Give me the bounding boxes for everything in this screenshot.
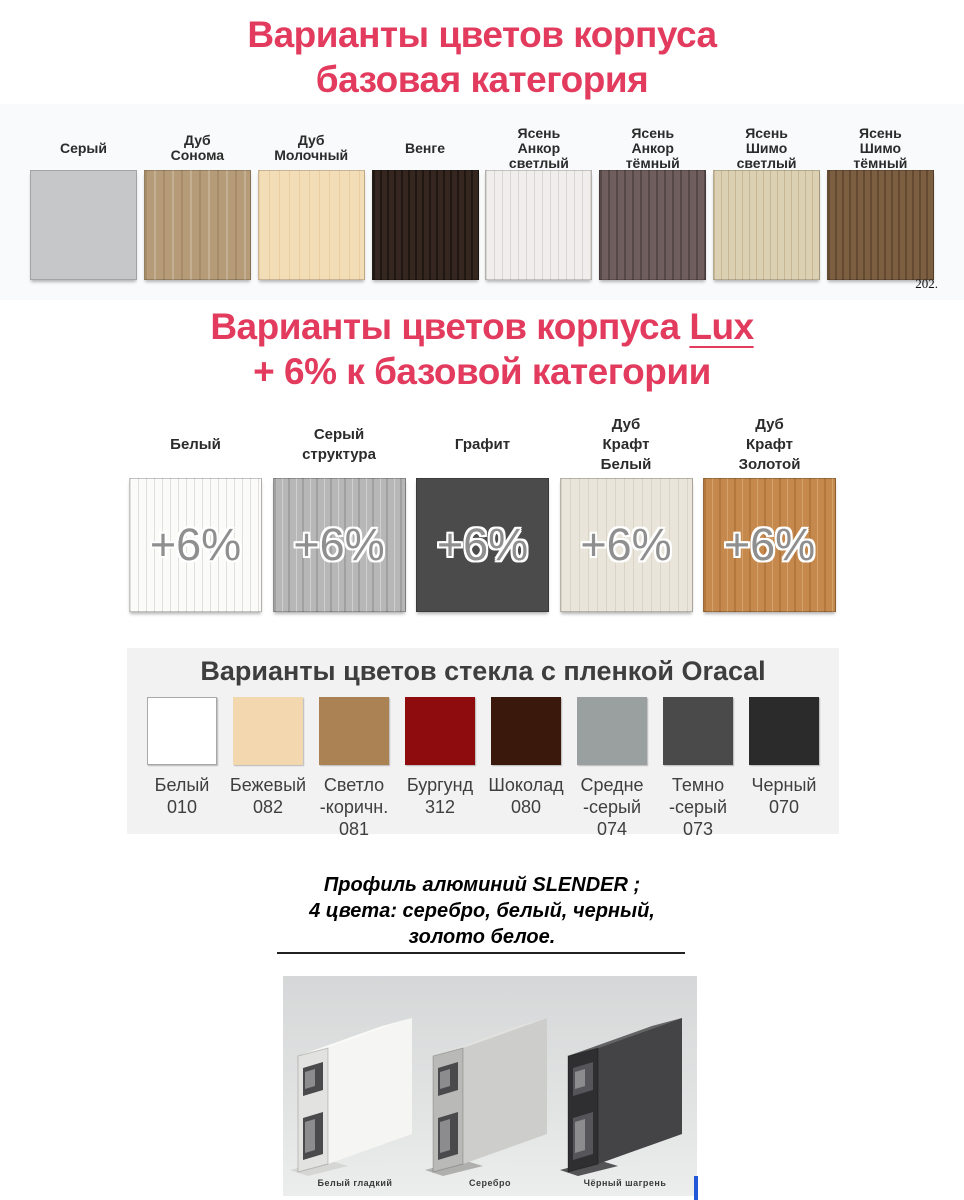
- base-swatch-oak-milk: [258, 126, 365, 280]
- color-swatch: [30, 170, 137, 280]
- swatch-label: Дуб Крафт Белый: [600, 416, 652, 473]
- color-swatch: [319, 697, 389, 765]
- swatch-label: Дуб Крафт Золотой: [738, 416, 801, 473]
- profile-label: Чёрный шагрень: [583, 1178, 667, 1188]
- lux-swatch-white: [129, 412, 262, 612]
- surcharge-badge: +6%: [293, 519, 385, 570]
- color-swatch: [560, 478, 693, 612]
- swatch-label: Темно -серый 073: [668, 775, 727, 839]
- oracal-title: Варианты цветов стекла с пленкой Oracal: [200, 656, 766, 686]
- profile-description: [0, 872, 964, 950]
- swatch-label: Ясень Анкор светлый: [508, 124, 569, 171]
- surcharge-badge: +6%: [149, 519, 242, 570]
- base-swatch-ash-shimo-light: [713, 126, 820, 280]
- color-swatch: [273, 478, 406, 612]
- base-swatch-oak-sonoma: [144, 126, 251, 280]
- surcharge-badge: +6%: [723, 519, 816, 570]
- profile-label: Белый гладкий: [317, 1178, 393, 1188]
- swatch-label: Ясень Шимо светлый: [736, 124, 797, 171]
- profile-black: [559, 976, 691, 1196]
- profile-white: [289, 976, 421, 1196]
- color-swatch: [129, 478, 262, 612]
- swatch-label: Белый 010: [154, 775, 210, 817]
- lux-swatch-kraft-white: [560, 412, 693, 612]
- swatch-label: Шоколад 080: [488, 775, 564, 817]
- divider-line: [277, 952, 685, 954]
- oracal-swatch-chocolate: [483, 697, 569, 840]
- color-swatch: [258, 170, 365, 280]
- lux-swatch-graphite: [416, 412, 549, 612]
- base-title-line1: Варианты цветов корпуса: [247, 14, 717, 55]
- profile-photo: [283, 976, 697, 1196]
- oracal-swatch-row: [127, 697, 839, 840]
- color-swatch: [144, 170, 251, 280]
- swatch-label: Серый структура: [302, 426, 376, 463]
- base-swatch-ash-shimo-dark: [827, 126, 934, 280]
- lux-swatch-gray-structure: [273, 412, 406, 612]
- base-title-line2: базовая категория: [315, 59, 649, 100]
- swatch-label: Бургунд 312: [406, 775, 474, 817]
- color-swatch: [749, 697, 819, 765]
- base-swatch-wenge: [372, 126, 479, 280]
- swatch-label: Серый: [59, 139, 107, 156]
- color-swatch: [416, 478, 549, 612]
- swatch-label: Белый: [170, 436, 221, 453]
- color-swatch: [147, 697, 217, 765]
- swatch-label: Графит: [454, 436, 511, 453]
- base-section-title: [0, 12, 964, 102]
- lux-title-line1: Варианты цветов корпуса Lux: [210, 306, 754, 347]
- swatch-label: Светло -коричн. 081: [319, 775, 389, 839]
- swatch-label: Дуб Сонома: [170, 132, 225, 163]
- profile-text-line3: золото белое.: [408, 926, 556, 948]
- base-swatch-gray: [30, 126, 137, 280]
- lux-section-title: [0, 304, 964, 394]
- swatch-label: Средне -серый 074: [580, 775, 644, 839]
- oracal-swatch-dark-gray: [655, 697, 741, 840]
- color-swatch: [577, 697, 647, 765]
- oracal-swatch-mid-gray: [569, 697, 655, 840]
- swatch-label: Черный 070: [751, 775, 817, 817]
- color-swatch: [405, 697, 475, 765]
- aluminum-profile-render: [290, 1006, 420, 1176]
- aluminum-profile-render: [560, 1006, 690, 1176]
- swatch-label: Ясень Шимо тёмный: [853, 124, 908, 171]
- surcharge-badge: +6%: [436, 519, 529, 570]
- oracal-swatch-white: [139, 697, 225, 840]
- aluminum-profile-render: [425, 1006, 555, 1176]
- oracal-swatch-beige: [225, 697, 311, 840]
- lux-word: Lux: [689, 306, 754, 347]
- oracal-swatch-light-brown: [311, 697, 397, 840]
- color-swatch: [491, 697, 561, 765]
- color-swatch: [372, 170, 479, 280]
- color-swatch: [233, 697, 303, 765]
- base-swatch-ash-ankor-dark: [599, 126, 706, 280]
- swatch-label: Дуб Молочный: [274, 132, 349, 163]
- profile-silver: [424, 976, 556, 1196]
- color-swatch: [827, 170, 934, 280]
- swatch-label: Венге: [405, 139, 446, 156]
- lux-title-line2: + 6% к базовой категории: [253, 351, 711, 392]
- color-swatch: [485, 170, 592, 280]
- base-swatch-row: [0, 104, 964, 280]
- base-swatch-ash-ankor-light: [485, 126, 592, 280]
- base-colors-section: [0, 104, 964, 300]
- profile-label: Серебро: [469, 1178, 511, 1188]
- lux-swatch-kraft-gold: [703, 412, 836, 612]
- blue-edge-marker: [694, 1176, 698, 1200]
- oracal-swatch-black: [741, 697, 827, 840]
- color-swatch: [713, 170, 820, 280]
- swatch-label: Ясень Анкор тёмный: [625, 124, 680, 171]
- profile-text-line1: Профиль алюминий SLENDER ;: [323, 874, 641, 896]
- color-swatch: [663, 697, 733, 765]
- color-swatch: [703, 478, 836, 612]
- swatch-label: Бежевый 082: [229, 775, 307, 817]
- corner-page-note: 202.: [915, 276, 938, 291]
- surcharge-badge: +6%: [580, 519, 672, 570]
- oracal-swatch-burgundy: [397, 697, 483, 840]
- color-swatch: [599, 170, 706, 280]
- profile-text-line2: 4 цвета: серебро, белый, черный,: [309, 900, 655, 922]
- oracal-section: [127, 648, 839, 839]
- lux-swatch-row: [129, 412, 836, 612]
